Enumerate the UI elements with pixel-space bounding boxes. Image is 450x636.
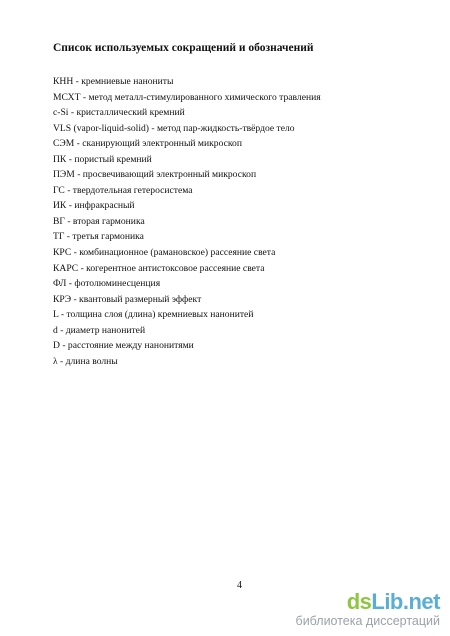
list-item: ПК - пористый кремний xyxy=(53,153,152,165)
list-item: ГС - твердотельная гетеросистема xyxy=(53,184,193,196)
page-title: Список используемых сокращений и обозначений xyxy=(53,42,314,54)
list-item: VLS (vapor-liquid-solid) - метод пар-жидкость-твёрдое тело xyxy=(53,122,295,134)
list-item: ФЛ - фотолюминесценция xyxy=(53,278,161,290)
watermark-subtitle: библиотека диссертаций xyxy=(295,614,440,628)
list-item: c-Si - кристаллический кремний xyxy=(53,107,185,119)
list-item: ПЭМ - просвечивающий электронный микроскоп xyxy=(53,169,257,181)
list-item: КРС - комбинационное (рамановское) рассеяние света xyxy=(53,247,276,259)
list-item: СЭМ - сканирующий электронный микроскоп xyxy=(53,138,242,150)
page-number: 4 xyxy=(237,580,242,591)
list-item: L - толщина слоя (длина) кремниевых нанонитей xyxy=(53,309,254,321)
list-item: ВГ - вторая гармоника xyxy=(53,215,145,227)
list-item: d - диаметр нанонитей xyxy=(53,324,146,336)
list-item: КАРС - когерентное антистоксовое рассеяние света xyxy=(53,262,265,274)
list-item: ТГ - третья гармоника xyxy=(53,231,144,243)
list-item: КРЭ - квантовый размерный эффект xyxy=(53,293,202,305)
watermark-logo[interactable] xyxy=(296,590,440,628)
abbreviation-list xyxy=(53,74,321,369)
list-item: λ - длина волны xyxy=(53,355,118,367)
list-item: КНН - кремниевые нанониты xyxy=(53,76,174,87)
list-item: D - расстояние между нанонитями xyxy=(53,340,194,352)
watermark-brand-ds: ds xyxy=(346,589,372,614)
watermark-brand-net: .net xyxy=(402,589,440,614)
list-item: ИК - инфракрасный xyxy=(53,200,135,212)
watermark-brand-lib: Lib xyxy=(371,589,403,614)
list-item: МСХТ - метод металл-стимулированного химического травления xyxy=(53,91,321,103)
watermark-brand xyxy=(296,590,440,614)
